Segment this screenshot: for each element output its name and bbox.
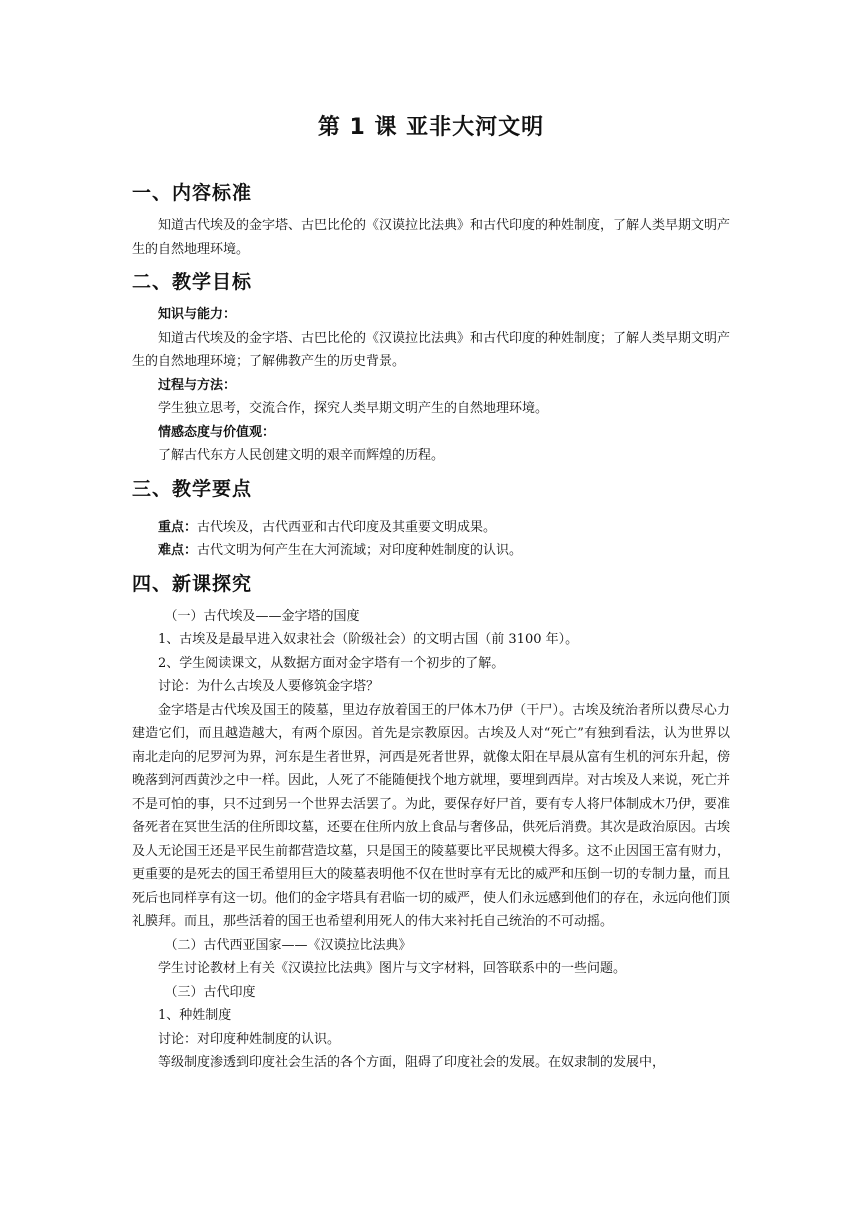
- egypt-heading: （一）古代埃及——金字塔的国度: [164, 608, 360, 624]
- egypt-discussion: 讨论：为什么古埃及人要修筑金字塔？: [158, 679, 380, 694]
- india-discussion: 讨论：对印度种姓制度的认识。: [158, 1031, 341, 1047]
- section-heading-standard: 一、内容标准: [132, 182, 253, 204]
- difficulty-text: 古代文明为何产生在大河流域；对印度种姓制度的认识。: [197, 543, 523, 558]
- standard-text: 知道古代埃及的金字塔、古巴比伦的《汉谟拉比法典》和古代印度的种姓制度，了解人类早期文明产生的自然地理环境。: [132, 218, 731, 257]
- westasia-heading: （二）古代西亚国家——《汉谟拉比法典》: [164, 937, 412, 953]
- focus-label: 重点：: [158, 519, 198, 535]
- egypt-answer: 金字塔是古代埃及国王的陵墓，里边存放着国王的尸体木乃伊（干尸）。古埃及统治者所以费尽心力建造它们，而且越造越大，有两个原因。首先是宗教原因。古埃及人对“死亡”有独到看法，认为世界以南北走向的尼罗河为界，河东是生者世界，河西是死者世界，就像太阳在早晨从富有生机的河东升起，傍晚落到河西黄沙之中一样。因此，人死了不能随便找个地方就埋，要埋到西岸。对古埃及人来说，死亡并不是可怕的事，只不过到另一个世界去活罢了。为此，要保存好尸首，要有专人将尸体制成木乃伊，要准备死者在冥世生活的住所即坟墓，还要在住所内放上食品与奢侈品，供死后消费。其次是政治原因。古埃及人无论国王还是平民生前都营造坟墓，只是国王的陵墓要比平民规模大得多。这不止因国王富有财力，更重要的是死去的国王希望用巨大的陵墓表明他不仅在世时享有无比的威严和压倒一切的专制力量，而且死后也同样享有这一切。他们的金字塔具有君临一切的威严，使人们永远感到他们的存在，永远向他们顶礼膜拜。而且，那些活着的国王也希望利用死人的伟大来衬托自己统治的不可动摇。: [132, 702, 731, 929]
- knowledge-label: 知识与能力：: [158, 307, 237, 322]
- values-label: 情感态度与价值观：: [158, 424, 276, 440]
- focus-line: [132, 516, 730, 540]
- page-title: 第 1 课 亚非大河文明: [317, 115, 545, 140]
- process-text: 学生独立思考，交流合作，探究人类早期文明产生的自然地理环境。: [158, 401, 549, 416]
- focus-text: 古代埃及，古代西亚和古代印度及其重要文明成果。: [197, 519, 497, 535]
- section-heading-key-points: 三、教学要点: [132, 477, 253, 500]
- values-text: 了解古代东方人民创建文明的艰辛而辉煌的历程。: [158, 448, 445, 463]
- knowledge-text: 知道古代埃及的金字塔、古巴比伦的《汉谟拉比法典》和古代印度的种姓制度；了解人类早期文明产生的自然地理环境；了解佛教产生的历史背景。: [132, 330, 731, 369]
- egypt-item-2: 2、学生阅读课文，从数据方面对金字塔有一个初步的了解。: [158, 655, 505, 671]
- process-label: 过程与方法：: [158, 377, 237, 393]
- section-heading-exploration: 四、新课探究: [132, 572, 253, 595]
- difficulty-line: [132, 539, 730, 563]
- section-heading-objectives: 二、教学目标: [132, 271, 253, 293]
- india-item-1: 1、种姓制度: [158, 1008, 232, 1023]
- india-heading: （三）古代印度: [164, 984, 256, 1000]
- india-text: 等级制度渗透到印度社会生活的各个方面，阻碍了印度社会的发展。在奴隶制的发展中，: [158, 1055, 666, 1070]
- egypt-item-1: 1、古埃及是最早进入奴隶社会（阶级社会）的文明古国（前 3100 年）。: [158, 632, 579, 647]
- westasia-text: 学生讨论教材上有关《汉谟拉比法典》图片与文字材料，回答联系中的一些问题。: [158, 961, 627, 976]
- difficulty-label: 难点：: [158, 543, 198, 558]
- document-body: [132, 112, 730, 1075]
